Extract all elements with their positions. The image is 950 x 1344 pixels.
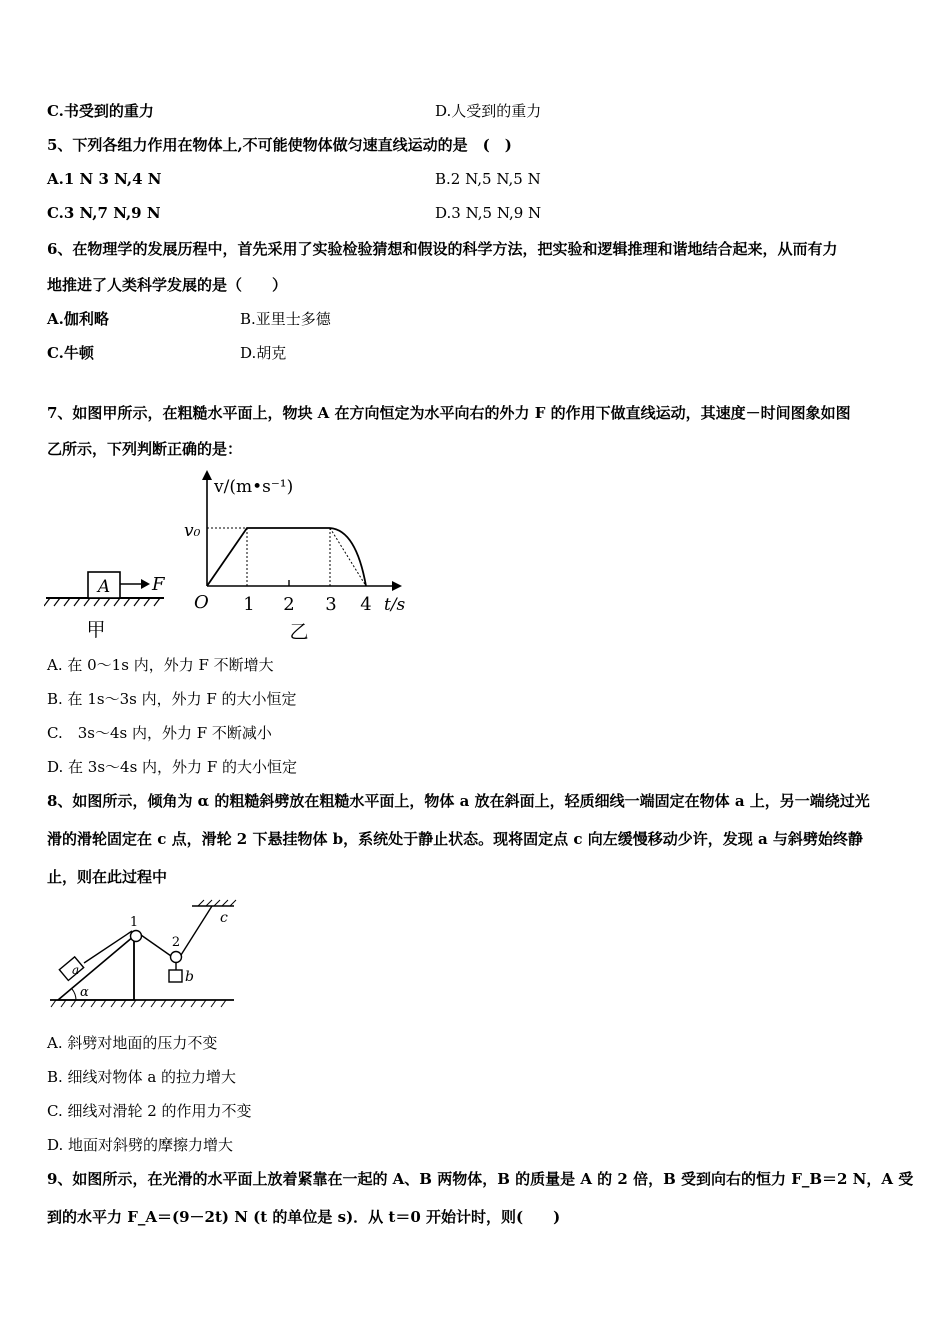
q8-stem-line2: 滑的滑轮固定在 c 点，滑轮 2 下悬挂物体 b，系统处于静止状态。现将固定点 c 向左缓慢移动少许，发现 a 与斜劈始终静	[47, 830, 863, 848]
q5-option-c: C.3 N,7 N,9 N	[47, 204, 161, 222]
q5-option-d: D.3 N,5 N,9 N	[435, 204, 542, 222]
q7-option-c: C. 3s～4s 内，外力 F 不断减小	[47, 724, 272, 742]
string-right	[181, 906, 212, 955]
q8-option-b: B. 细线对物体 a 的拉力增大	[47, 1068, 237, 1086]
velocity-line	[207, 528, 330, 586]
y-axis-label: v/(m•s⁻¹)	[214, 477, 294, 497]
q8-stem-line1: 8、如图所示，倾角为 α 的粗糙斜劈放在粗糙水平面上，物体 a 放在斜面上，轻质细线一端固定在物体 a 上，另一端绕过光	[47, 792, 870, 810]
point-c-label: c	[220, 910, 228, 926]
q6-stem-line1: 6、在物理学的发展历程中，首先采用了实验检验猜想和假设的科学方法，把实验和逻辑推理和谐地结合起来，从而有力	[47, 240, 838, 258]
x-tick-4: 4	[360, 594, 372, 615]
q7-figure-left	[44, 572, 166, 641]
q8-stem-line3: 止，则在此过程中	[47, 868, 168, 886]
block-b	[169, 970, 182, 982]
x-tick-2: 2	[283, 594, 295, 615]
block-a-label: A	[97, 577, 111, 597]
q5-stem: 5、下列各组力作用在物体上,不可能使物体做匀速直线运动的是 ( )	[47, 136, 512, 154]
q4-option-d: D.人受到的重力	[435, 102, 542, 120]
caption-yi: 乙	[289, 621, 309, 643]
q9-stem-line1: 9、如图所示，在光滑的水平面上放着紧靠在一起的 A、B 两物体，B 的质量是 A 的 2 倍，B 受到向右的恒力 F_B＝2 N，A 受	[47, 1170, 914, 1188]
string-left	[141, 935, 171, 956]
q8-option-c: C. 细线对滑轮 2 的作用力不变	[47, 1102, 252, 1120]
q6-option-a: A.伽利略	[47, 310, 109, 328]
q5-option-b: B.2 N,5 N,5 N	[435, 170, 541, 188]
q7-option-a: A. 在 0～1s 内，外力 F 不断增大	[47, 656, 274, 674]
q7-option-d: D. 在 3s～4s 内，外力 F 的大小恒定	[47, 758, 297, 776]
q8-option-a: A. 斜劈对地面的压力不变	[47, 1034, 218, 1052]
velocity-decel-curve	[330, 528, 366, 586]
origin-label: O	[194, 592, 209, 613]
q7-option-b: B. 在 1s～3s 内，外力 F 的大小恒定	[47, 690, 297, 708]
q5-option-a: A.1 N 3 N,4 N	[47, 170, 162, 188]
pulley-1-label: 1	[129, 915, 139, 930]
q6-option-b: B.亚里士多德	[240, 310, 331, 328]
pulley-2-label: 2	[171, 935, 181, 950]
angle-alpha: α	[80, 985, 89, 1000]
q8-option-d: D. 地面对斜劈的摩擦力增大	[47, 1136, 234, 1154]
x-tick-1: 1	[243, 594, 255, 615]
v0-label: v₀	[184, 521, 201, 541]
block-a-label: a	[72, 963, 80, 977]
q7-stem-line1: 7、如图甲所示，在粗糙水平面上，物块 A 在方向恒定为水平向右的外力 F 的作用下做直线运动，其速度－时间图象如图	[47, 404, 851, 422]
force-label: F	[152, 574, 165, 595]
q6-stem-line2: 地推进了人类科学发展的是（ ）	[47, 276, 288, 294]
q7-figure	[44, 466, 406, 644]
block-b-label: b	[185, 969, 194, 985]
q4-option-c: C.书受到的重力	[47, 102, 154, 120]
caption-jia: 甲	[86, 619, 106, 641]
pulley-1	[131, 931, 142, 942]
x-axis-label: t/s	[384, 595, 406, 615]
q6-option-d: D.胡克	[240, 344, 287, 362]
q9-stem-line2: 到的水平力 F_A＝(9－2t) N (t 的单位是 s)．从 t＝0 开始计时，则( )	[47, 1208, 561, 1226]
x-tick-3: 3	[325, 594, 337, 615]
q8-figure	[48, 898, 238, 1010]
pulley-2	[171, 952, 182, 963]
q7-vt-chart	[184, 470, 406, 643]
q6-option-c: C.牛顿	[47, 344, 94, 362]
q7-stem-line2: 乙所示，下列判断正确的是：	[47, 440, 243, 458]
